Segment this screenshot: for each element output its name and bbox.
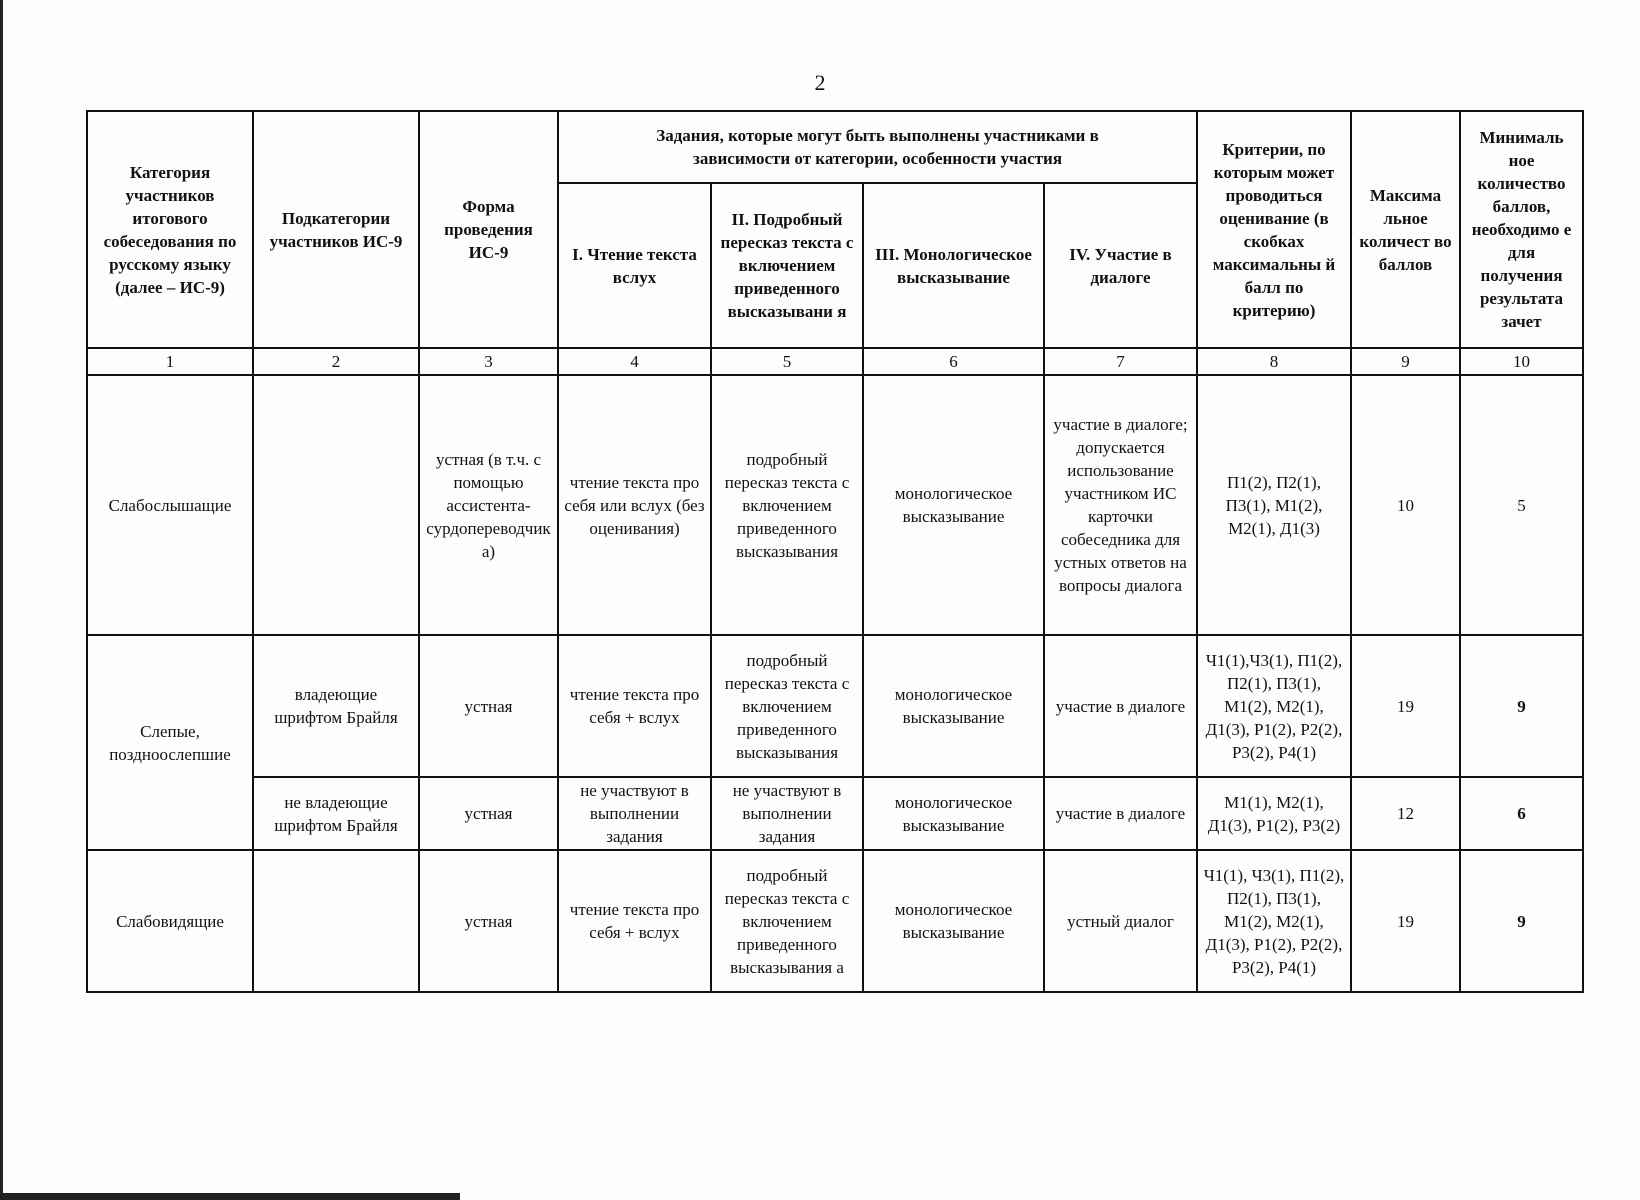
column-number: 9 [1351, 348, 1460, 375]
header-category: Категория участников итогового собеседования по русскому языку (далее – ИС-9) [87, 111, 253, 348]
column-number: 10 [1460, 348, 1583, 375]
header-task-monologue: III. Монологическое высказывание [863, 183, 1044, 348]
task-retelling-cell: подробный пересказ текста с включением приведенного высказывания [711, 375, 863, 635]
task-monologue-cell: монологическое высказывание [863, 375, 1044, 635]
task-retelling-cell: подробный пересказ текста с включением приведенного высказывания [711, 635, 863, 777]
column-number: 1 [87, 348, 253, 375]
header-subcategory: Подкатегории участников ИС-9 [253, 111, 419, 348]
table-row [87, 375, 1583, 635]
min-score-cell: 9 [1460, 850, 1583, 992]
form-cell: устная [419, 777, 558, 850]
header-row-1 [87, 111, 1583, 183]
column-number: 8 [1197, 348, 1351, 375]
subcategory-cell: не владеющие шрифтом Брайля [253, 777, 419, 850]
table-row [87, 850, 1583, 992]
criteria-table [86, 110, 1584, 993]
column-number: 7 [1044, 348, 1197, 375]
task-dialogue-cell: участие в диалоге [1044, 635, 1197, 777]
header-tasks-group: Задания, которые могут быть выполнены участниками в зависимости от категории, особенности участия [558, 111, 1197, 183]
scan-edge-bottom [0, 1193, 460, 1200]
subcategory-cell: владеющие шрифтом Брайля [253, 635, 419, 777]
column-number: 3 [419, 348, 558, 375]
criteria-cell: Ч1(1), Ч3(1), П1(2), П2(1), П3(1), М1(2), М2(1), Д1(3), Р1(2), Р2(2), Р3(2), Р4(1) [1197, 850, 1351, 992]
task-reading-cell: чтение текста про себя + вслух [558, 635, 711, 777]
max-score-cell: 19 [1351, 850, 1460, 992]
task-reading-cell: чтение текста про себя или вслух (без оценивания) [558, 375, 711, 635]
task-monologue-cell: монологическое высказывание [863, 635, 1044, 777]
column-number: 6 [863, 348, 1044, 375]
criteria-cell: Ч1(1),Ч3(1), П1(2), П2(1), П3(1), М1(2), М2(1), Д1(3), Р1(2), Р2(2), Р3(2), Р4(1) [1197, 635, 1351, 777]
subcategory-cell [253, 850, 419, 992]
min-score-cell: 9 [1460, 635, 1583, 777]
task-monologue-cell: монологическое высказывание [863, 850, 1044, 992]
column-number-row [87, 348, 1583, 375]
task-monologue-cell: монологическое высказывание [863, 777, 1044, 850]
criteria-cell: М1(1), М2(1), Д1(3), Р1(2), Р3(2) [1197, 777, 1351, 850]
task-dialogue-cell: участие в диалоге; допускается использование участником ИС карточки собеседника для устных ответов на вопросы диалога [1044, 375, 1197, 635]
task-reading-cell: не участвуют в выполнении задания [558, 777, 711, 850]
max-score-cell: 10 [1351, 375, 1460, 635]
task-retelling-cell: подробный пересказ текста с включением приведенного высказывания а [711, 850, 863, 992]
min-score-cell: 6 [1460, 777, 1583, 850]
header-min-score: Минималь ное количество баллов, необходимо е для получения результата зачет [1460, 111, 1583, 348]
form-cell: устная (в т.ч. с помощью ассистента-сурдопереводчика) [419, 375, 558, 635]
category-cell: Слабослышащие [87, 375, 253, 635]
column-number: 4 [558, 348, 711, 375]
task-reading-cell: чтение текста про себя + вслух [558, 850, 711, 992]
category-cell: Слабовидящие [87, 850, 253, 992]
task-dialogue-cell: устный диалог [1044, 850, 1197, 992]
task-dialogue-cell: участие в диалоге [1044, 777, 1197, 850]
criteria-cell: П1(2), П2(1), П3(1), М1(2), М2(1), Д1(3) [1197, 375, 1351, 635]
header-criteria: Критерии, по которым может проводиться оценивание (в скобках максимальны й балл по критерию) [1197, 111, 1351, 348]
header-form: Форма проведения ИС-9 [419, 111, 558, 348]
min-score-cell: 5 [1460, 375, 1583, 635]
header-max-score: Максима льное количест во баллов [1351, 111, 1460, 348]
task-retelling-cell: не участвуют в выполнении задания [711, 777, 863, 850]
table-row [87, 635, 1583, 777]
header-task-retelling: II. Подробный пересказ текста с включением приведенного высказывани я [711, 183, 863, 348]
header-task-dialogue: IV. Участие в диалоге [1044, 183, 1197, 348]
max-score-cell: 12 [1351, 777, 1460, 850]
scan-edge-left [0, 0, 3, 1200]
page-number: 2 [814, 70, 826, 95]
column-number: 2 [253, 348, 419, 375]
form-cell: устная [419, 635, 558, 777]
form-cell: устная [419, 850, 558, 992]
category-cell: Слепые, поздноослепшие [87, 635, 253, 850]
table-row [87, 777, 1583, 850]
subcategory-cell [253, 375, 419, 635]
column-number: 5 [711, 348, 863, 375]
header-task-reading: I. Чтение текста вслух [558, 183, 711, 348]
max-score-cell: 19 [1351, 635, 1460, 777]
